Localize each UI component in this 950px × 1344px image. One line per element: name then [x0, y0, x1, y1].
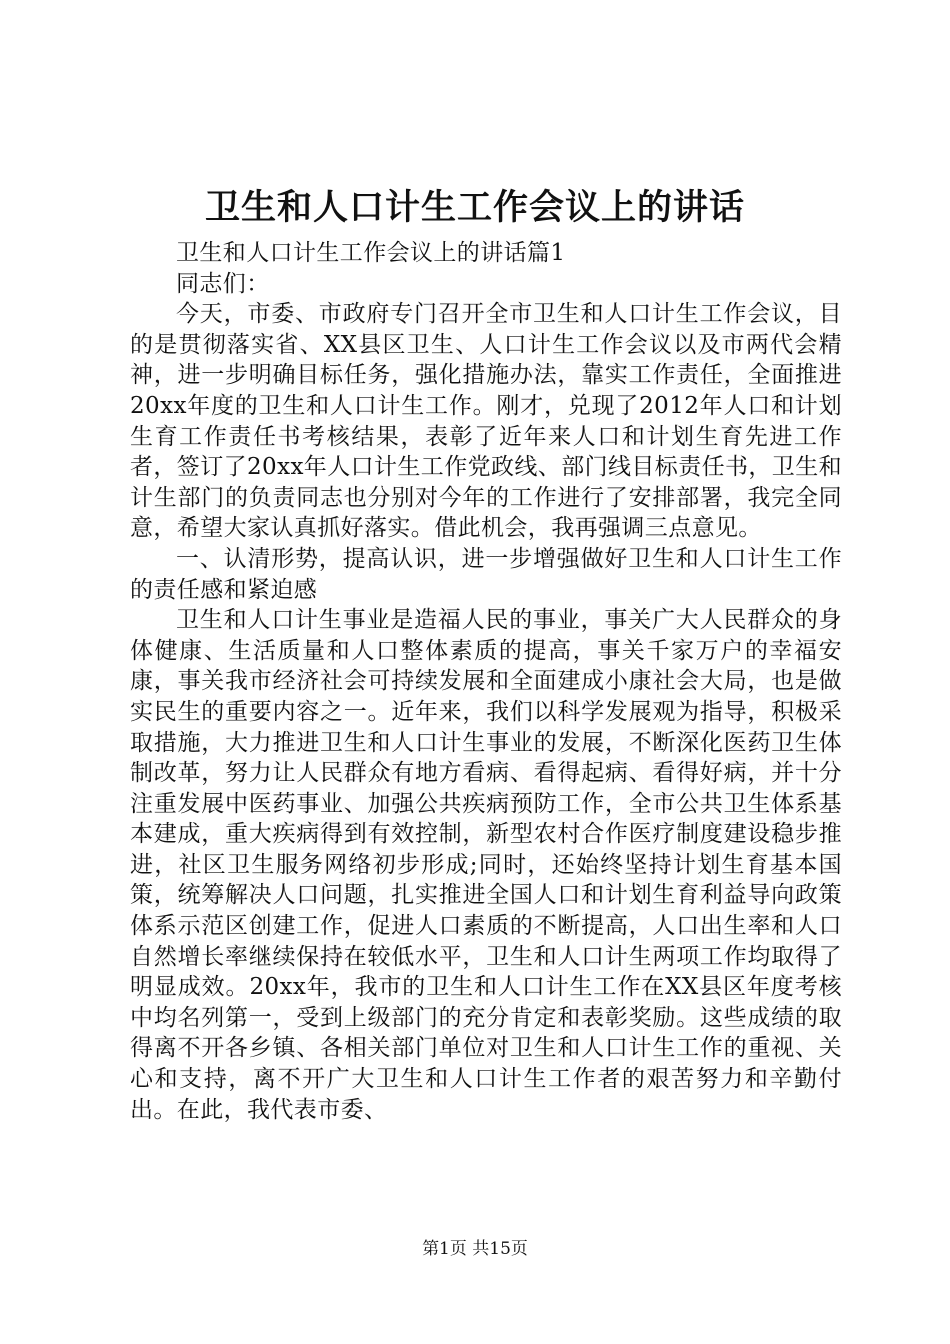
- salutation-paragraph: 同志们：: [176, 270, 270, 297]
- page-number-footer: 第1页 共15页: [422, 1239, 528, 1259]
- section-heading-paragraph: 一、认清形势，提高认识，进一步增强做好卫生和人口计生工作的责任感和紧迫感: [130, 545, 842, 603]
- body-paragraph: 卫生和人口计生事业是造福人民的事业，事关广大人民群众的身体健康、生活质量和人口整体素质的提高，事关千家万户的幸福安康，事关我市经济社会可持续发展和全面建成小康社会大局，也是做实民生的重要内容之一。近年来，我们以科学发展观为指导，积极采取措施，大力推进卫生和人口计生事业的发展，不断深化医药卫生体制改革，努力让人民群众有地方看病、看得起病、看得好病，并十分注重发展中医药事业、加强公共疾病预防工作，全市公共卫生体系基本建成，重大疾病得到有效控制，新型农村合作医疗制度建设稳步推进，社区卫生服务网络初步形成;同时，还始终坚持计划生育基本国策，统筹解决人口问题，扎实推进全国人口和计划生育利益导向政策体系示范区创建工作，促进人口素质的不断提高，人口出生率和人口自然增长率继续保持在较低水平，卫生和人口计生两项工作均取得了明显成效。20xx年，我市的卫生和人口计生工作在XX县区年度考核中均名列第一，受到上级部门的充分肯定和表彰奖励。这些成绩的取得离不开各乡镇、各相关部门单位对卫生和人口计生工作的重视、关心和支持，离不开广大卫生和人口计生工作者的艰苦努力和辛勤付出。在此，我代表市委、: [130, 607, 842, 1123]
- document-title: 卫生和人口计生工作会议上的讲话: [204, 187, 745, 228]
- body-paragraph: 今天，市委、市政府专门召开全市卫生和人口计生工作会议，目的是贯彻落实省、XX县区卫生、人口计生工作会议以及市两代会精神，进一步明确目标任务，强化措施办法，靠实工作责任，全面推进20xx年度的卫生和人口计生工作。刚才，兑现了2012年人口和计划生育工作责任书考核结果，表彰了近年来人口和计划生育先进工作者，签订了20xx年人口计生工作党政线、部门线目标责任书，卫生和计生部门的负责同志也分别对今年的工作进行了安排部署，我完全同意，希望大家认真抓好落实。借此机会，我再强调三点意见。: [130, 301, 843, 542]
- subtitle-paragraph: 卫生和人口计生工作会议上的讲话篇1: [176, 240, 566, 266]
- document-body: [130, 238, 842, 1125]
